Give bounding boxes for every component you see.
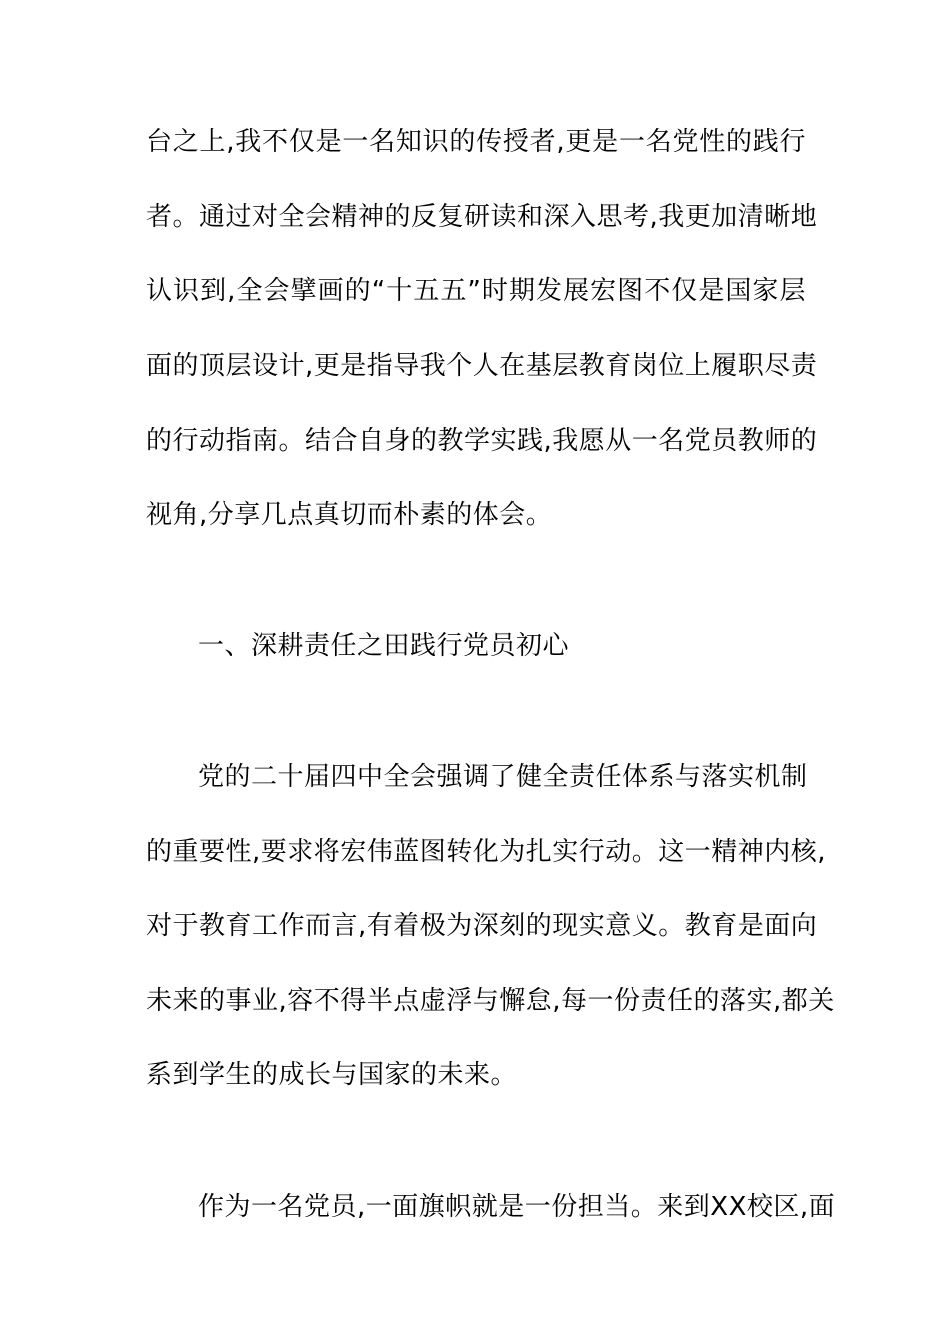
paragraph-line: 未来的事业,容不得半点虚浮与懈怠,每一份责任的落实,都关 — [146, 986, 835, 1016]
paragraph-line: 的行动指南。结合自身的教学实践,我愿从一名党员教师的 — [146, 426, 818, 456]
paragraph-line: 党的二十届四中全会强调了健全责任体系与落实机制 — [198, 762, 808, 792]
section-heading: 一、深耕责任之田践行党员初心 — [198, 631, 570, 661]
paragraph-line: 视角,分享几点真切而朴素的体会。 — [146, 500, 553, 530]
paragraph-line: 者。通过对全会精神的反复研读和深入思考,我更加清晰地 — [146, 202, 818, 232]
paragraph-line: 的重要性,要求将宏伟蓝图转化为扎实行动。这一精神内核, — [146, 837, 827, 867]
paragraph-line: 面的顶层设计,更是指导我个人在基层教育岗位上履职尽责 — [146, 351, 818, 381]
paragraph-line: 系到学生的成长与国家的未来。 — [146, 1060, 518, 1090]
paragraph-line: 对于教育工作而言,有着极为深刻的现实意义。教育是面向 — [146, 911, 818, 941]
paragraph-line: 认识到,全会擘画的“十五五”时期发展宏图不仅是国家层 — [146, 276, 806, 306]
paragraph-line: 作为一名党员,一面旗帜就是一份担当。来到XX校区,面 — [198, 1192, 836, 1222]
paragraph-line: 台之上,我不仅是一名知识的传授者,更是一名党性的践行 — [146, 127, 806, 157]
